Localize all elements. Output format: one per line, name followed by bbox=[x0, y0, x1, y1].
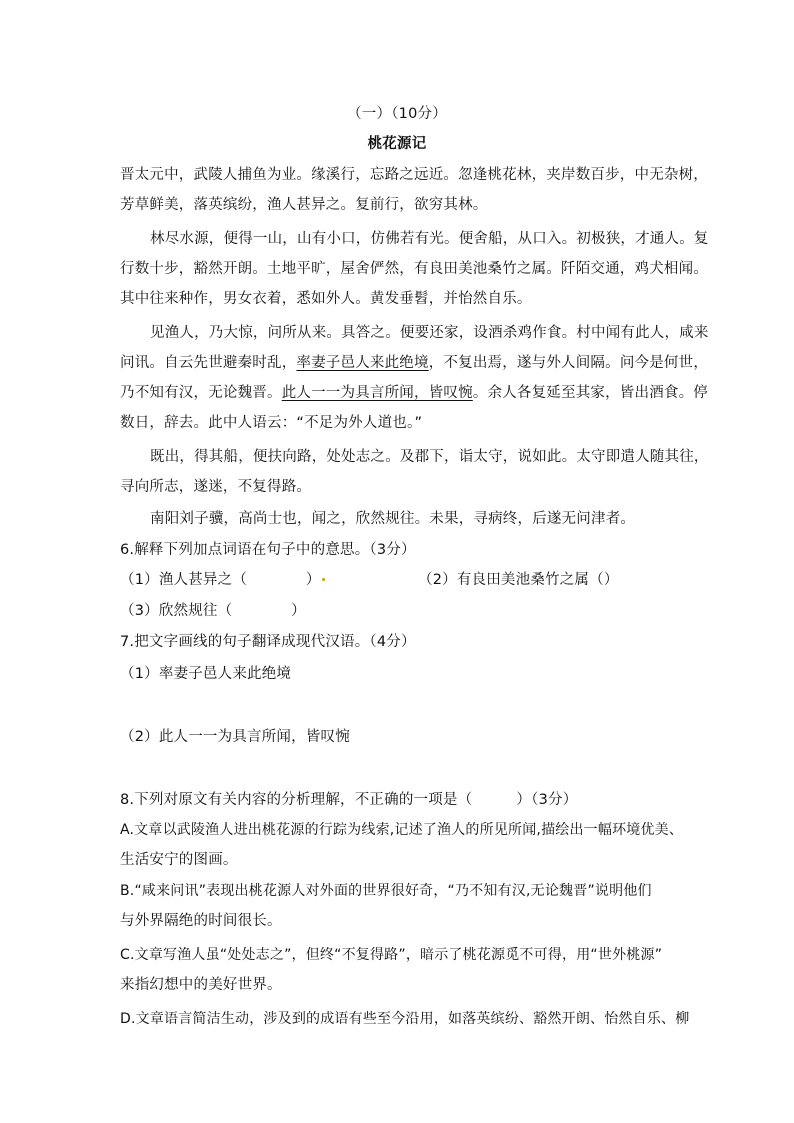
question-8-option-b-cont: 与外界隔绝的时间很长。 bbox=[120, 913, 282, 929]
passage-text: ，不复出焉，遂与外人间隔。问今是何世， bbox=[428, 355, 709, 371]
passage-line: 芳草鲜美，落英缤纷，渔人甚异之。复前行，欲穷其林。 bbox=[120, 197, 488, 213]
passage-line: 林尽水源，便得一山，山有小口，仿佛若有光。便舍船，从口入。初极狭，才通人。复 bbox=[150, 231, 709, 247]
section-header: （一）（10分） bbox=[347, 106, 447, 122]
passage-line: 数日，辞去。此中人语云：“不足为外人道也。” bbox=[120, 415, 423, 431]
passage-line bbox=[120, 383, 709, 403]
passage-line: 南阳刘子骥，高尚士也，闻之，欣然规往。未果，寻病终，后遂无问津者。 bbox=[150, 511, 636, 527]
passage-line: 行数十步，豁然开朗。土地平旷，屋舍俨然，有良田美池桑竹之属。阡陌交通，鸡犬相闻。 bbox=[120, 261, 708, 277]
passage-line bbox=[120, 353, 709, 373]
underlined-sentence-2: 此人一一为具言所闻，皆叹惋 bbox=[281, 385, 473, 401]
passage-line: 晋太元中，武陵人捕鱼为业。缘溪行，忘路之远近。忽逢桃花林，夹岸数百步，中无杂树， bbox=[120, 167, 708, 183]
passage-title: 桃花源记 bbox=[367, 136, 427, 152]
question-7-item-2: （2）此人一一为具言所闻，皆叹惋 bbox=[120, 729, 350, 745]
question-8-option-b: B.“咸来问讯”表现出桃花源人对外面的世界很好奇，“乃不知有汉,无论魏晋”说明他们 bbox=[120, 883, 652, 899]
question-7-item-1: （1）率妻子邑人来此绝境 bbox=[120, 666, 292, 682]
passage-text: 乃不知有汉，无论魏晋。 bbox=[120, 385, 282, 401]
question-8-stem: 8.下列对原文有关内容的分析理解，不正确的一项是（ ）（3分） bbox=[120, 792, 578, 808]
underlined-sentence-1: 率妻子邑人来此绝境 bbox=[296, 355, 429, 371]
question-6-item-1: （1）渔人甚异之（ ） bbox=[120, 572, 321, 588]
passage-text: 。余人各复延至其家，皆出酒食。停 bbox=[472, 385, 709, 401]
passage-line: 见渔人，乃大惊，问所从来。具答之。便要还家，设酒杀鸡作食。村中闻有此人，咸来 bbox=[150, 325, 709, 341]
question-8-option-a: A.文章以武陵渔人进出桃花源的行踪为线索,记述了渔人的所见所闻,描绘出一幅环境优美、 bbox=[120, 822, 684, 838]
question-7-stem: 7.把文字画线的句子翻译成现代汉语。（4分） bbox=[120, 634, 416, 650]
question-8-option-a-cont: 生活安宁的图画。 bbox=[120, 852, 238, 868]
question-8-option-c: C.文章写渔人虽“处处志之”，但终“不复得路”，暗示了桃花源觅不可得，用“世外桃源” bbox=[120, 947, 663, 963]
question-8-option-c-cont: 来指幻想中的美好世界。 bbox=[120, 977, 282, 993]
question-6-item-2: （2）有良田美池桑竹之属（） bbox=[418, 572, 619, 588]
passage-line: 既出，得其船，便扶向路，处处志之。及郡下，诣太守，说如此。太守即遣人随其往， bbox=[150, 449, 709, 465]
emphasis-dot bbox=[322, 578, 325, 581]
question-6-item-3: （3）欣然规往（ ） bbox=[120, 603, 306, 619]
passage-text: 问讯。自云先世避秦时乱， bbox=[120, 355, 297, 371]
question-8-option-d: D.文章语言简洁生动，涉及到的成语有些至今沿用，如落英缤纷、豁然开朗、怡然自乐、柳 bbox=[120, 1011, 690, 1027]
passage-line: 其中往来种作，男女衣着，悉如外人。黄发垂髫，并怡然自乐。 bbox=[120, 291, 532, 307]
question-6-stem: 6.解释下列加点词语在句子中的意思。（3分） bbox=[120, 542, 416, 558]
passage-line: 寻向所志，遂迷，不复得路。 bbox=[120, 479, 312, 495]
